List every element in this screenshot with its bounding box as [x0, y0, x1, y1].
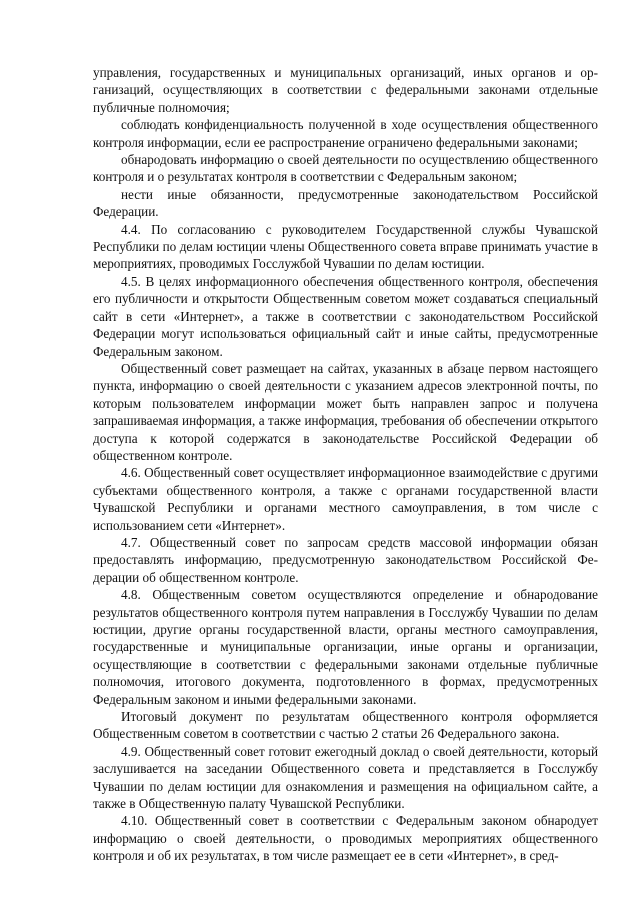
paragraph-publish-info: обнародовать информацию о своей деятельности по осуществлению общественного контроля и о результатах контроля в соответствии с Федеральным законом; [93, 152, 598, 185]
paragraph-4-10: 4.10. Общественный совет в соответствии с Федеральным законом обнародует информацию о своей деятельности, о проводимых мероприятиях общественного контроля и об их результатах, в том числе размещает ее в сети «Интернет», в сред- [93, 813, 598, 864]
paragraph-4-5-sites: Общественный совет размещает на сайтах, указанных в абзаце первом настоящего пункта, информацию о своей деятельности с указанием адресов электронной почты, по которым пользователем информации может быть направлен запрос и получена запрашиваемая информация, а также информация, требования об обеспечении открытого доступа к которой содержатся в законодательстве Российской Федерации об общественном контроле. [93, 360, 598, 463]
paragraph-4-6: 4.6. Общественный совет осуществляет информационное взаимодействие с другими субъектами общественного контроля, а также с органами государственной власти Чувашской Республики и органами местного самоуправления, в том числе с использованием сети «Интернет». [93, 465, 598, 533]
paragraph-other-duties: нести иные обязанности, предусмотренные законодательством Российской Федерации. [93, 186, 598, 220]
paragraph-4-9: 4.9. Общественный совет готовит ежегодный доклад о своей деятельности, который заслушивается на заседании Общественного совета и представляется в Госслужбу Чувашии по делам юстиции для ознакомления и размещения на официальном сайте, а также в Общественную палату Чувашской Республики. [93, 743, 598, 812]
paragraph-4-5: 4.5. В целях информационного обеспечения общественного контроля, обеспечения его публичности и открытости Общественным советом может создаваться специальный сайт в сети «Интернет», а также в соответствии с законодательством Российской Федерации могут использоваться официальный сайт и иные сайты, предусмотренные Федеральным законом. [93, 273, 598, 359]
paragraph-4-8: 4.8. Общественным советом осуществляются определение и обнародование результатов общественного контроля путем направления в Госслужбу Чувашии по делам юстиции, другие органы государственной власти, органы местного самоуправления, государственные и муниципальные организации, иные органы и организации, осуществляющие в соответствии с федеральными законами отдельные публичные полномочия, итогового документа, подготовленного в формах, предусмотренных Федеральным законом и иными федеральными законами. [93, 587, 598, 707]
paragraph-4-4: 4.4. По согласованию с руководителем Государственной службы Чувашской Республики по делам юстиции члены Общественного совета вправе принимать участие в мероприятиях, проводимых Госслужбой Чувашии по делам юстиции. [93, 221, 598, 272]
paragraph-continuation: управления, государственных и муниципальных организаций, иных органов и организаций, осуществляющих в соответствии с федеральными законами отдельные публичные полномочия; [93, 65, 598, 115]
paragraph-4-8-final-document: Итоговый документ по результатам общественного контроля оформляется Общественным советом в соответствии с частью 2 статьи 26 Федерального закона. [93, 709, 598, 742]
paragraph-confidentiality: соблюдать конфиденциальность полученной в ходе осуществления общественного контроля информации, если ее распространение ограничено федеральными законами; [93, 117, 598, 150]
paragraph-4-7: 4.7. Общественный совет по запросам средств массовой информации обязан предоставлять информацию, предусмотренную законодательством Российской Федерации об общественном контроле. [93, 534, 598, 585]
